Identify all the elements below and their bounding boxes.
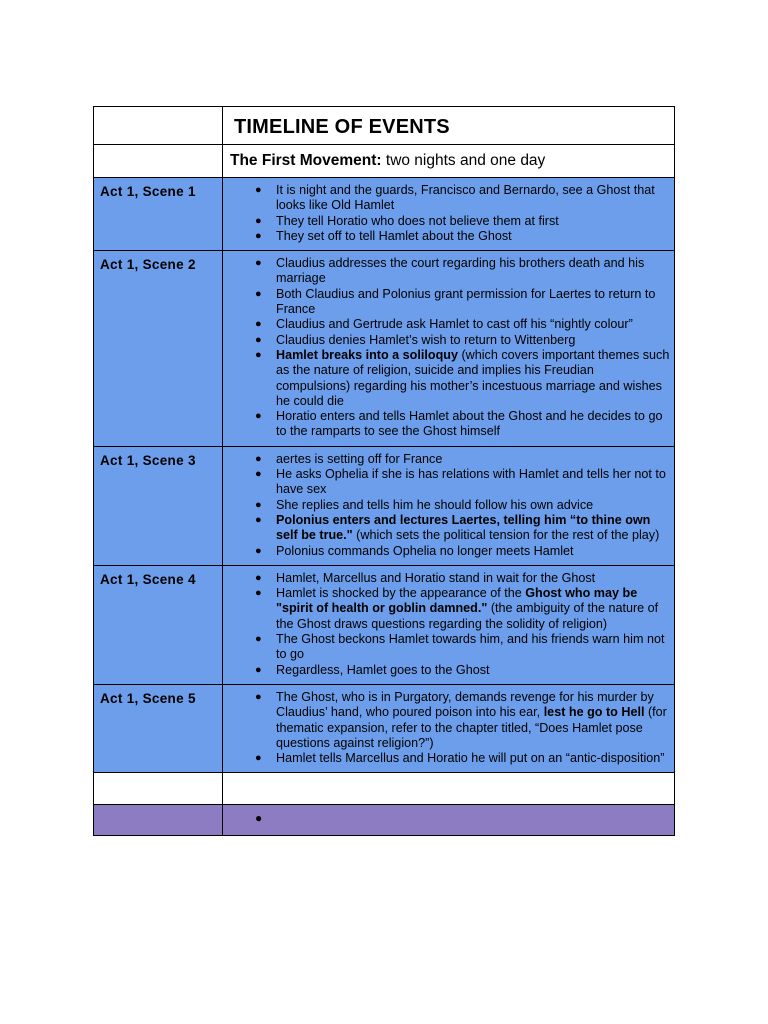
act-scene-label: Act 1, Scene 1 <box>100 184 196 199</box>
bullet-icon: ● <box>255 633 262 646</box>
event-text: They set off to tell Hamlet about the Ghost <box>276 228 512 243</box>
list-item <box>255 183 670 214</box>
timeline-table <box>93 106 675 836</box>
event-text: Hamlet is shocked by the appearance of the <box>276 586 526 601</box>
movement-heading-bold: The First Movement: <box>230 152 382 169</box>
act-label-cell <box>94 251 223 447</box>
empty-cell <box>94 145 223 178</box>
event-text: Regardless, Hamlet goes to the Ghost <box>276 662 490 677</box>
event-list <box>223 685 674 772</box>
event-text-bold: Ghost who may be "spirit of health or goblin damned." <box>276 586 638 616</box>
event-text-bold: Polonius enters and lectures Laertes, telling him “to thine own self be true." <box>276 512 651 543</box>
list-item <box>255 689 670 751</box>
bullet-icon: ● <box>255 452 262 465</box>
act-scene-label: Act 1, Scene 3 <box>100 452 196 468</box>
table-row <box>94 565 675 684</box>
event-text: (for thematic expansion, refer to the chapter titled, “Does Hamlet pose questions against religion?”) <box>276 705 667 750</box>
events-cell <box>223 565 675 684</box>
table-row <box>94 251 675 447</box>
page-title: TIMELINE OF EVENTS <box>234 116 450 138</box>
event-text: aertes is setting off for France <box>276 451 443 466</box>
bullet-icon: ● <box>255 752 262 765</box>
list-item <box>255 497 670 513</box>
event-text: Claudius and Gertrude ask Hamlet to cast off his “nightly colour” <box>276 317 633 332</box>
event-text: Polonius commands Ophelia no longer meets Hamlet <box>276 543 574 558</box>
bullet-icon: ● <box>255 690 262 703</box>
event-list <box>223 566 674 684</box>
bullet-icon: ● <box>255 410 262 423</box>
list-item <box>255 467 670 498</box>
bullet-icon: ● <box>255 468 262 481</box>
event-text: The Ghost beckons Hamlet towards him, and his friends warn him not to go <box>276 632 665 662</box>
event-text: (which covers important themes such as the nature of religion, suicide and implies his Freudian compulsions) regarding his mother’s incestuous marriage and wishes he could die <box>276 347 670 408</box>
event-text: She replies and tells him he should follow his own advice <box>276 497 594 512</box>
act-label-cell <box>94 684 223 772</box>
movement-heading-rest: two nights and one day <box>381 152 546 169</box>
list-item <box>255 751 670 766</box>
bullet-icon: ● <box>255 287 262 300</box>
table-row <box>94 446 675 565</box>
act-label-cell <box>94 565 223 684</box>
empty-cell <box>223 773 675 805</box>
empty-bullet-cell <box>223 805 675 836</box>
empty-cell <box>94 773 223 805</box>
bullet-icon: ● <box>255 811 263 826</box>
list-item <box>255 512 670 544</box>
event-text: They tell Horatio who does not believe them at first <box>276 213 559 228</box>
list-item <box>255 317 670 332</box>
event-text: The Ghost, who is in Purgatory, demands revenge for his murder by Claudius’ hand, who poured poison into his ear, <box>276 689 654 720</box>
bullet-icon: ● <box>255 184 262 196</box>
event-text: Both Claudius and Polonius grant permission for Laertes to return to France <box>276 286 656 317</box>
event-list <box>223 447 674 565</box>
events-cell <box>223 251 675 447</box>
title-row <box>94 107 675 145</box>
list-item <box>255 286 670 318</box>
movement-heading <box>223 145 674 170</box>
movement-cell <box>223 145 675 178</box>
bullet-icon: ● <box>255 513 262 526</box>
bullet-icon: ● <box>255 257 262 270</box>
events-cell <box>223 446 675 565</box>
bullet-icon: ● <box>255 333 262 346</box>
title-cell <box>223 107 675 145</box>
purple-row <box>94 805 675 836</box>
list-item <box>255 332 670 348</box>
event-list <box>223 178 674 250</box>
list-item <box>255 213 670 229</box>
list-item <box>255 662 670 678</box>
event-text: It is night and the guards, Francisco and Bernardo, see a Ghost that looks like Old Hamlet <box>276 183 655 213</box>
list-item <box>255 543 670 559</box>
act-scene-label: Act 1, Scene 4 <box>100 571 196 587</box>
event-list <box>223 251 674 446</box>
event-text: (the ambiguity of the nature of the Ghost draws questions regarding the solidity of religion) <box>276 601 659 631</box>
bullet-icon: ● <box>255 229 262 242</box>
event-text: He asks Ophelia if she is has relations with Hamlet and tells her not to have sex <box>276 467 666 497</box>
empty-cell <box>94 805 223 836</box>
empty-cell <box>94 107 223 145</box>
act-label-cell <box>94 446 223 565</box>
act-scene-label: Act 1, Scene 5 <box>100 690 196 706</box>
list-item <box>255 586 670 632</box>
event-text-bold: Hamlet breaks into a soliloquy <box>276 347 458 362</box>
event-text: (which sets the political tension for the rest of the play) <box>352 528 660 543</box>
bullet-icon: ● <box>255 663 262 676</box>
event-text: Claudius denies Hamlet’s wish to return to Wittenberg <box>276 332 576 347</box>
events-cell <box>223 684 675 772</box>
event-text: Hamlet, Marcellus and Horatio stand in wait for the Ghost <box>276 570 596 585</box>
list-item <box>255 256 670 287</box>
list-item <box>255 409 670 440</box>
table-row <box>94 178 675 251</box>
bullet-icon: ● <box>255 214 262 227</box>
event-text: Claudius addresses the court regarding his brothers death and his marriage <box>276 256 645 286</box>
list-item <box>255 570 670 586</box>
bullet-icon: ● <box>255 498 262 511</box>
act-scene-label: Act 1, Scene 2 <box>100 257 196 273</box>
movement-row <box>94 145 675 178</box>
bullet-icon: ● <box>255 348 262 361</box>
event-text-bold: lest he go to Hell <box>543 705 645 720</box>
bullet-icon: ● <box>255 544 262 557</box>
list-item <box>255 228 670 244</box>
bullet-icon: ● <box>255 318 262 331</box>
list-item <box>255 632 670 663</box>
bullet-icon: ● <box>255 587 262 600</box>
list-item <box>255 347 670 409</box>
table-row <box>94 684 675 772</box>
empty-row <box>94 773 675 805</box>
event-text: Horatio enters and tells Hamlet about the Ghost and he decides to go to the ramparts to see the Ghost himself <box>276 409 663 439</box>
event-text: Hamlet tells Marcellus and Horatio he will put on an “antic-disposition” <box>276 751 665 766</box>
bullet-icon: ● <box>255 571 262 584</box>
list-item <box>255 451 670 467</box>
events-cell <box>223 178 675 251</box>
act-label-cell <box>94 178 223 251</box>
